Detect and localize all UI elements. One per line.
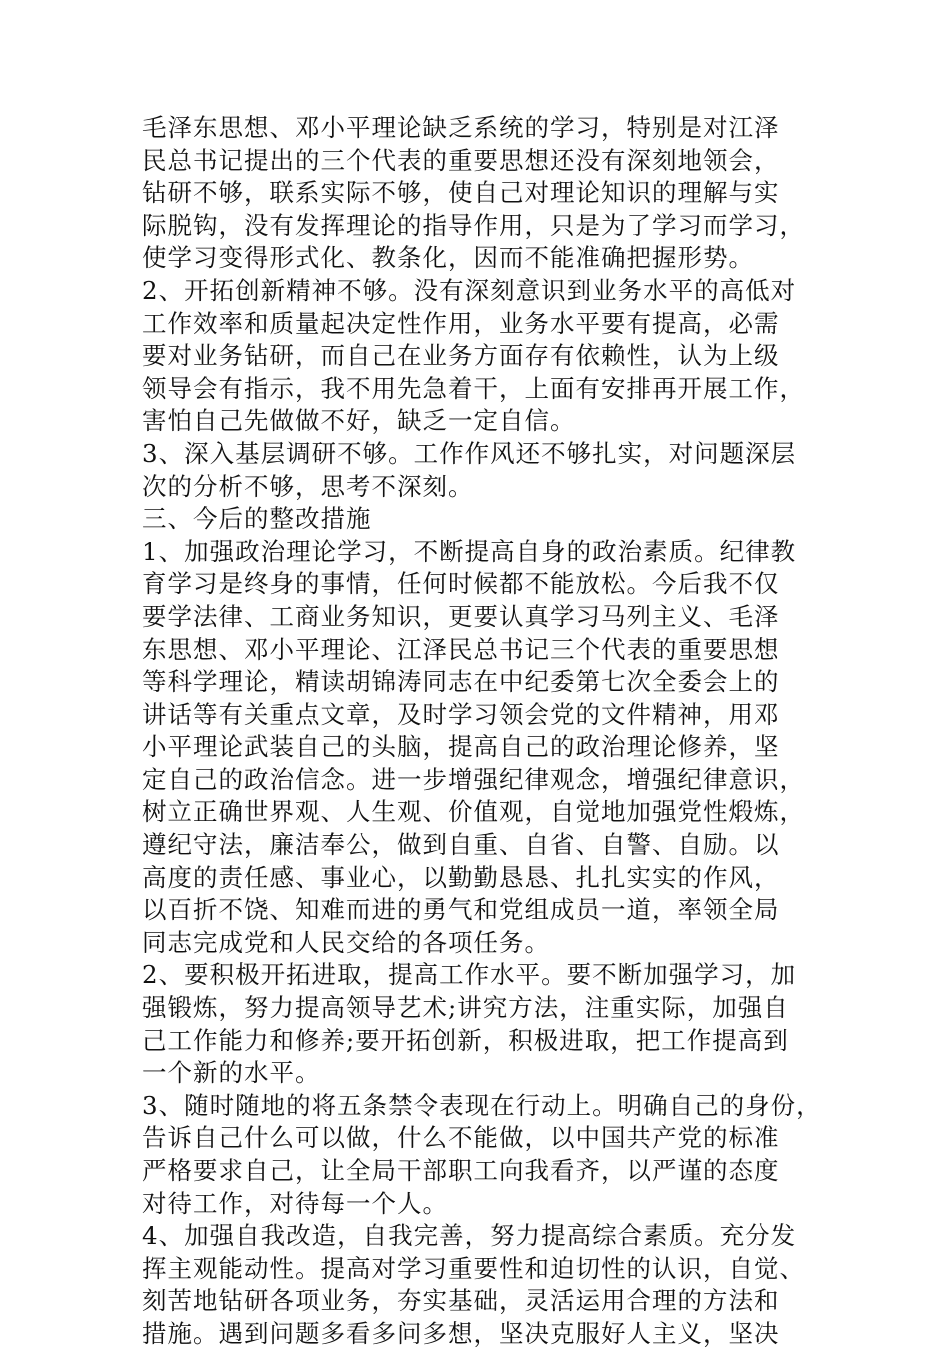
text-line: 强锻炼，努力提高领导艺术;讲究方法，注重实际，加强自 [142,993,789,1023]
text-line: 要学法律、工商业务知识，更要认真学习马列主义、毛泽 [142,601,780,631]
text-line: 严格要求自己，让全局干部职工向我看齐，以严谨的态度 [142,1156,780,1185]
text-line: 等科学理论，精读胡锦涛同志在中纪委第七次全委会上的 [142,667,780,697]
text-line: 挥主观能动性。提高对学习重要性和迫切性的认识，自觉、 [142,1253,805,1283]
text-line: 刻苦地钻研各项业务，夯实基础，灵活运用合理的方法和 [142,1286,780,1316]
text-line: 害怕自己先做做不好，缺乏一定自信。 [142,406,576,436]
text-line: 告诉自己什么可以做，什么不能做，以中国共产党的标准 [142,1123,780,1153]
text-line: 领导会有指示，我不用先急着干，上面有安排再开展工作， [142,373,805,403]
text-line: 以百折不饶、知难而进的勇气和党组成员一道，率领全局 [142,895,780,925]
text-line: 定自己的政治信念。进一步增强纪律观念，增强纪律意识， [142,764,805,794]
text-line: 一个新的水平。 [142,1058,321,1088]
text-line: 3、随时随地的将五条禁令表现在行动上。明确自己的身份， [142,1090,822,1120]
text-line: 东思想、邓小平理论、江泽民总书记三个代表的重要思想 [142,634,780,664]
text-line: 2、开拓创新精神不够。没有深刻意识到业务水平的高低对 [142,275,797,305]
text-line: 钻研不够，联系实际不够，使自己对理论知识的理解与实 [142,178,780,208]
text-line: 使学习变得形式化、教条化，因而不能准确把握形势。 [142,243,754,273]
document-body [142,112,822,1351]
section-heading: 三、今后的整改措施 [142,504,372,534]
text-line: 2、要积极开拓进取，提高工作水平。要不断加强学习，加 [142,960,797,990]
text-line: 次的分析不够，思考不深刻。 [142,471,474,501]
text-line: 毛泽东思想、邓小平理论缺乏系统的学习，特别是对江泽 [142,113,780,142]
text-line: 3、深入基层调研不够。工作作风还不够扎实，对问题深层 [142,438,797,468]
text-line: 遵纪守法，廉洁奉公，做到自重、自省、自警、自励。以 [142,830,780,860]
text-line: 际脱钩，没有发挥理论的指导作用，只是为了学习而学习， [142,210,805,240]
text-line: 对待工作，对待每一个人。 [142,1188,448,1218]
text-line: 4、加强自我改造，自我完善，努力提高综合素质。充分发 [142,1221,797,1251]
text-line: 措施。遇到问题多看多问多想，坚决克服好人主义，坚决 [142,1318,780,1348]
text-line: 己工作能力和修养;要开拓创新，积极进取，把工作提高到 [142,1025,789,1055]
text-line: 高度的责任感、事业心，以勤勤恳恳、扎扎实实的作风， [142,862,780,892]
text-line: 同志完成党和人民交给的各项任务。 [142,927,550,957]
text-line: 1、加强政治理论学习，不断提高自身的政治素质。纪律教 [142,536,797,566]
text-line: 树立正确世界观、人生观、价值观，自觉地加强党性煅炼， [142,797,805,827]
text-line: 小平理论武装自己的头脑，提高自己的政治理论修养，坚 [142,732,780,762]
text-line: 工作效率和质量起决定性作用，业务水平要有提高，必需 [142,308,780,338]
text-line: 育学习是终身的事情，任何时候都不能放松。今后我不仅 [142,569,780,599]
text-line: 要对业务钻研，而自己在业务方面存有依赖性，认为上级 [142,341,780,371]
text-line: 民总书记提出的三个代表的重要思想还没有深刻地领会， [142,145,780,175]
text-line: 讲话等有关重点文章，及时学习领会党的文件精神，用邓 [142,699,780,729]
